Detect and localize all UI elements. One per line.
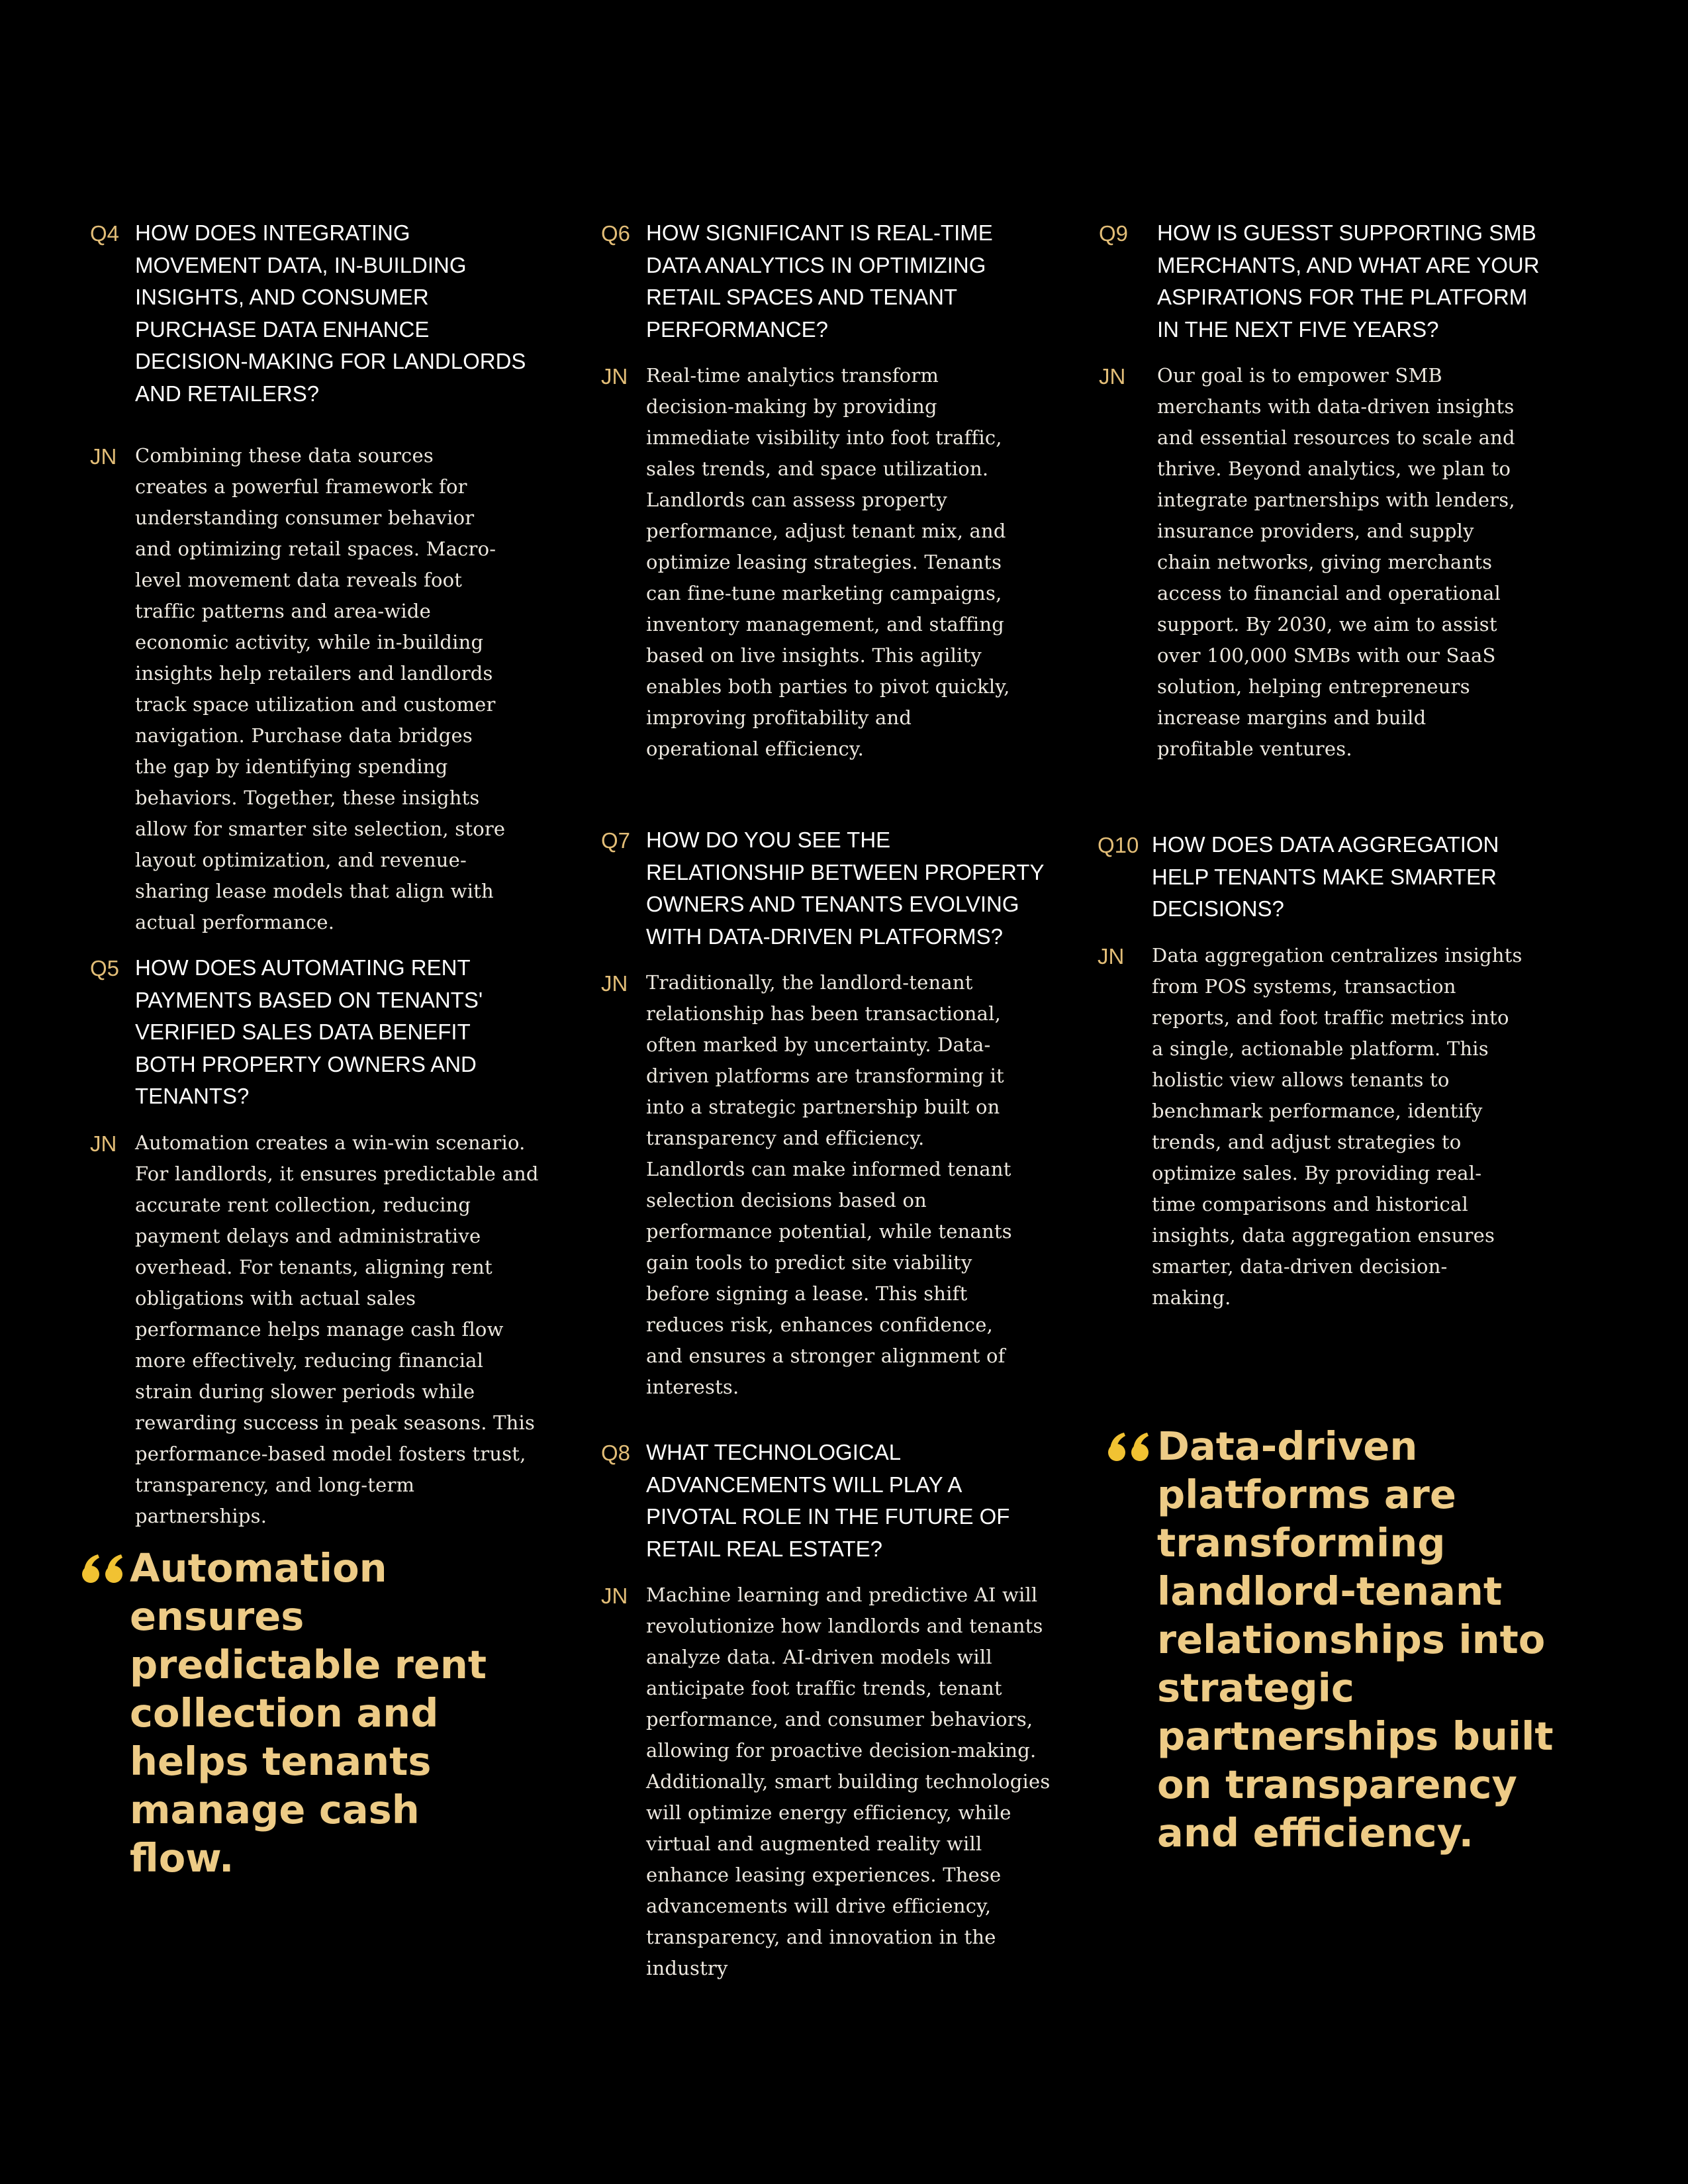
pull-quote-text: Automation ensures predictable rent collection and helps tenants manage cash flow.: [130, 1545, 487, 1881]
double-quote-icon: [82, 1553, 126, 1588]
question-text: HOW DOES DATA AGGREGATION HELP TENANTS MAKE SMARTER DECISIONS?: [1152, 832, 1499, 921]
double-quote-icon: [1108, 1431, 1152, 1466]
question-label: Q9: [1099, 221, 1129, 246]
question-row: [601, 824, 1078, 953]
answer-label: JN: [1098, 943, 1125, 969]
question-text: HOW IS GUESST SUPPORTING SMB MERCHANTS, AND WHAT ARE YOUR ASPIRATIONS FOR THE PLATFORM IN THE NEXT FIVE YEARS?: [1157, 220, 1540, 342]
question-label: Q10: [1098, 833, 1139, 857]
question-row: [1099, 217, 1575, 346]
answer-row: [1098, 940, 1574, 1313]
question-row: [601, 1437, 1078, 1565]
question-label: Q8: [601, 1441, 631, 1465]
answer-label: JN: [601, 971, 628, 996]
answer-text: Automation creates a win-win scenario. For landlords, it ensures predictable and accurate rent collection, reducing payment delays and administrative overhead. For tenants, aligning rent obligations with actual sales performance helps manage cash flow more effectively, reducing financial strain during slower periods while rewarding success in peak seasons. This performance-based model fosters trust, transparency, and long-term partnerships.: [135, 1131, 539, 1527]
question-row: [1098, 829, 1574, 926]
answer-label: JN: [90, 1131, 117, 1156]
answer-text: Data aggregation centralizes insights from POS systems, transaction reports, and foot traffic metrics into a single, actionable platform. This holistic view allows tenants to benchmark performance, identify trends, and adjust strategies to optimize sales. By providing real-time comparisons and historical insights, data aggregation ensures smarter, data-driven decision-making.: [1152, 943, 1523, 1309]
question-label: Q6: [601, 221, 631, 246]
question-label: Q4: [90, 221, 120, 246]
answer-row: [90, 1127, 540, 1532]
pull-quote-text: Data-driven platforms are transforming landlord-tenant relationships into strategic partnerships built on transparency and efficiency.: [1157, 1423, 1554, 1856]
pull-quote-data-driven: [1108, 1422, 1585, 1857]
answer-row: [601, 1580, 1078, 1984]
question-label: Q7: [601, 828, 631, 853]
qa-item-q8: [601, 1437, 1078, 1984]
qa-item-q10: [1098, 829, 1574, 1313]
answer-label: JN: [90, 444, 117, 469]
answer-text: Our goal is to empower SMB merchants with data-driven insights and essential resources to scale and thrive. Beyond analytics, we plan to integrate partnerships with lenders, insurance providers, and supply chain networks, giving merchants access to financial and operational support. By 2030, we aim to assist over 100,000 SMBs with our SaaS solution, helping entrepreneurs increase margins and build profitable ventures.: [1157, 364, 1515, 760]
answer-row: [601, 967, 1078, 1403]
question-text: HOW DOES INTEGRATING MOVEMENT DATA, IN-BUILDING INSIGHTS, AND CONSUMER PURCHASE DATA ENHANCE DECISION-MAKING FOR LANDLORDS AND RETAILERS?: [135, 220, 526, 406]
answer-row: [1099, 360, 1575, 765]
pull-quote-automation: [82, 1544, 532, 1882]
qa-item-q6: [601, 217, 1078, 765]
question-row: [601, 217, 1078, 346]
answer-row: [601, 360, 1078, 765]
question-text: HOW DOES AUTOMATING RENT PAYMENTS BASED ON TENANTS' VERIFIED SALES DATA BENEFIT BOTH PROPERTY OWNERS AND TENANTS?: [135, 955, 483, 1108]
question-label: Q5: [90, 956, 120, 980]
answer-label: JN: [601, 1584, 628, 1608]
question-text: HOW DO YOU SEE THE RELATIONSHIP BETWEEN PROPERTY OWNERS AND TENANTS EVOLVING WITH DATA-DRIVEN PLATFORMS?: [646, 828, 1044, 949]
qa-item-q4: [90, 217, 540, 938]
question-text: WHAT TECHNOLOGICAL ADVANCEMENTS WILL PLAY A PIVOTAL ROLE IN THE FUTURE OF RETAIL REAL ESTATE?: [646, 1440, 1010, 1561]
answer-row: [90, 440, 540, 938]
answer-text: Combining these data sources creates a powerful framework for understanding consumer behavior and optimizing retail spaces. Macro-level movement data reveals foot traffic patterns and area-wide economic activity, while in-building insights help retailers and landlords track space utilization and customer navigation. Purchase data bridges the gap by identifying spending behaviors. Together, these insights allow for smarter site selection, store layout optimization, and revenue-sharing lease models that align with actual performance.: [135, 444, 506, 933]
answer-label: JN: [601, 364, 628, 389]
qa-item-q9: [1099, 217, 1575, 765]
answer-text: Machine learning and predictive AI will revolutionize how landlords and tenants analyze data. AI-driven models will anticipate foot traffic trends, tenant performance, and consumer behaviors, allowing for proactive decision-making. Additionally, smart building technologies will optimize energy efficiency, while virtual and augmented reality will enhance leasing experiences. These advancements will drive efficiency, transparency, and innovation in the industry: [646, 1584, 1051, 1979]
question-text: HOW SIGNIFICANT IS REAL-TIME DATA ANALYTICS IN OPTIMIZING RETAIL SPACES AND TENANT PERFORMANCE?: [646, 220, 993, 342]
qa-item-q7: [601, 824, 1078, 1403]
answer-label: JN: [1099, 364, 1126, 389]
answer-text: Traditionally, the landlord-tenant relationship has been transactional, often marked by uncertainty. Data-driven platforms are transforming it into a strategic partnership built on transparency and efficiency. Landlords can make informed tenant selection decisions based on performance potential, while tenants gain tools to predict site viability before signing a lease. This shift reduces risk, enhances confidence, and ensures a stronger alignment of interests.: [646, 971, 1012, 1398]
question-row: [90, 952, 540, 1113]
answer-text: Real-time analytics transform decision-making by providing immediate visibility into foot traffic, sales trends, and space utilization. Landlords can assess property performance, adjust tenant mix, and optimize leasing strategies. Tenants can fine-tune marketing campaigns, inventory management, and staffing based on live insights. This agility enables both parties to pivot quickly, improving profitability and operational efficiency.: [646, 364, 1010, 760]
question-row: [90, 217, 540, 410]
qa-item-q5: [90, 952, 540, 1532]
